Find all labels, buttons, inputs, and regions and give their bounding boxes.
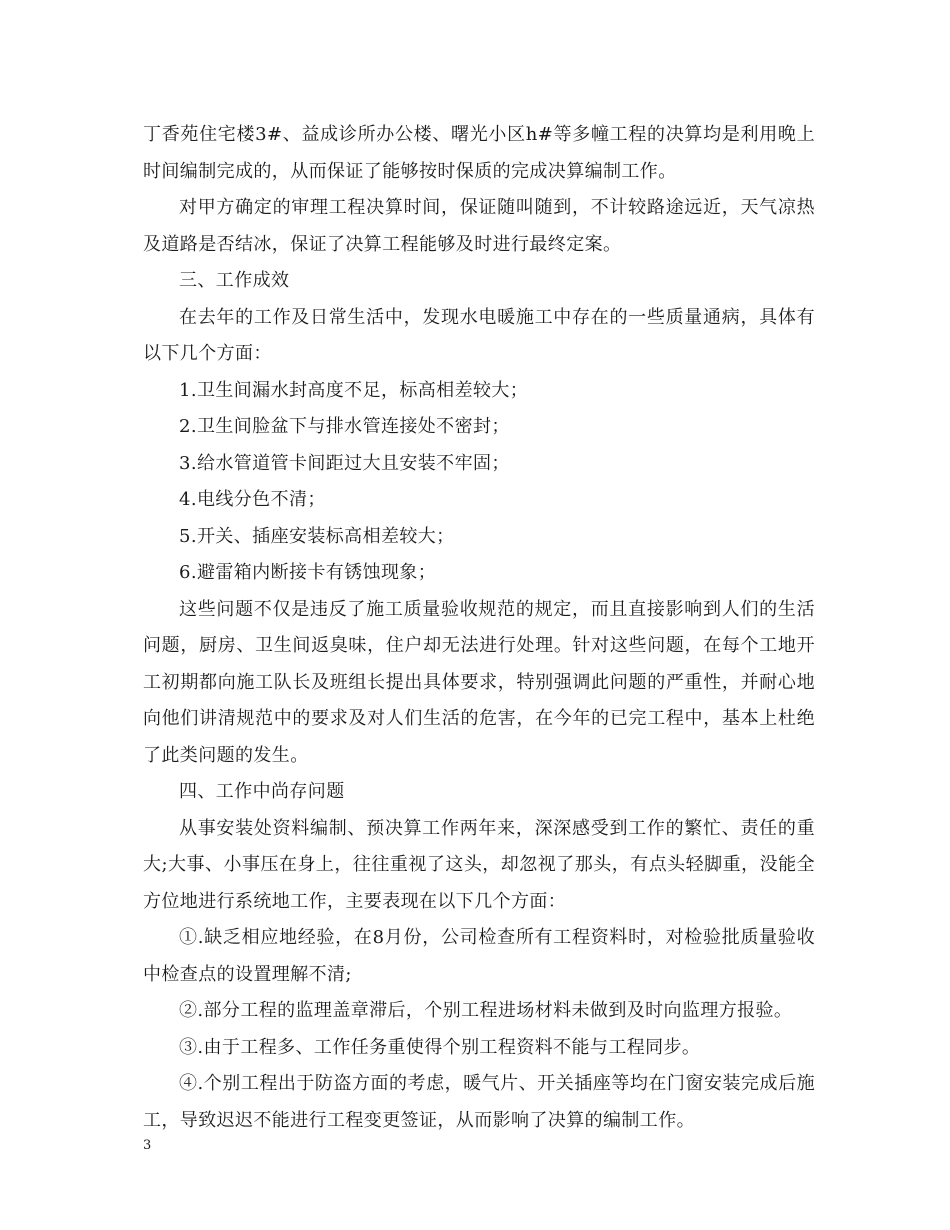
problem-item-3: ③.由于工程多、工作任务重使得个别工程资料不能与工程同步。 (179, 1036, 701, 1058)
list-item-4: 4.电线分色不清； (179, 489, 326, 510)
section-heading-work-results: 三、工作成效 (179, 270, 290, 291)
paragraph-issue-impact: 这些问题不仅是违反了施工质量验收规范的规定，而且直接影响到人们的生活问题，厨房、卫生间返臭味，住户却无法进行处理。针对这些问题，在每个工地开工初期都向施工队长及班组长提出具体要求，特别强调此问题的严重性，并耐心地向他们讲清规范中的要求及对人们生活的危害，在今年的已完工程中，基本上杜绝了此类问题的发生。 (143, 598, 815, 766)
problem-item-1: ①.缺乏相应地经验，在8月份，公司检查所有工程资料时，对检验批质量验收中检查点的设置理解不清; (143, 927, 815, 985)
paragraph-problems-intro: 从事安装处资料编制、预决算工作两年来，深深感受到工作的繁忙、责任的重大;大事、小事压在身上，往往重视了这头，却忽视了那头，有点头轻脚重，没能全方位地进行系统地工作，主要表现在以下几个方面： (143, 817, 815, 912)
list-item-2: 2.卫生间脸盆下与排水管连接处不密封； (179, 416, 510, 437)
paragraph-continuation: 丁香苑住宅楼3#、益成诊所办公楼、曙光小区h#等多幢工程的决算均是利用晚上时间编制完成的，从而保证了能够按时保质的完成决算编制工作。 (143, 124, 815, 182)
document-body (143, 117, 815, 1139)
problem-item-2: ②.部分工程的监理盖章滞后，个别工程进场材料未做到及时向监理方报验。 (179, 1000, 793, 1021)
paragraph-quality-issues-intro: 在去年的工作及日常生活中，发现水电暖施工中存在的一些质量通病，具体有以下几个方面： (143, 306, 815, 364)
section-heading-remaining-problems: 四、工作中尚存问题 (179, 781, 345, 802)
list-item-6: 6.避雷箱内断接卡有锈蚀现象； (179, 562, 437, 583)
list-item-1: 1.卫生间漏水封高度不足，标高相差较大； (179, 379, 529, 401)
list-item-3: 3.给水管道管卡间距过大且安装不牢固； (179, 452, 510, 474)
list-item-5: 5.开关、插座安装标高相差较大； (179, 525, 455, 547)
problem-item-4: ④.个别工程出于防盗方面的考虑，暖气片、开关插座等均在门窗安装完成后施工，导致迟迟不能进行工程变更签证，从而影响了决算的编制工作。 (143, 1073, 815, 1131)
paragraph-settlement-time: 对甲方确定的审理工程决算时间，保证随叫随到，不计较路途远近，天气凉热及道路是否结冰，保证了决算工程能够及时进行最终定案。 (143, 197, 815, 255)
page-number: 3 (143, 1138, 152, 1153)
